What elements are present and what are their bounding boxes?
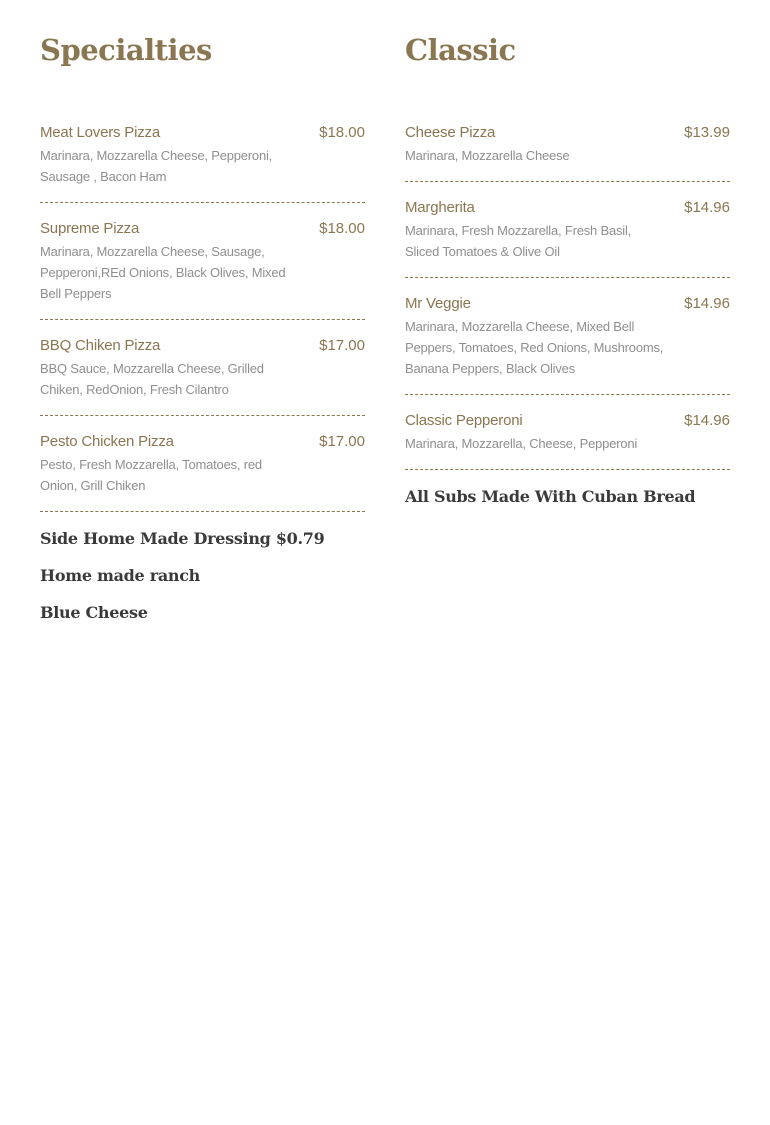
menu-item: [40, 218, 365, 320]
note-dressing-price: Side Home Made Dressing $0.79: [40, 529, 325, 548]
note-ranch: Home made ranch: [40, 566, 201, 585]
specialties-list: [40, 122, 365, 512]
item-price: $13.99: [684, 124, 730, 141]
item-description: Marinara, Mozzarella Cheese, Mixed Bell Peppers, Tomatoes, Red Onions, Mushrooms, Banana Peppers, Black Olives: [405, 319, 664, 376]
item-description: BBQ Sauce, Mozzarella Cheese, Grilled Chiken, RedOnion, Fresh Cilantro: [40, 361, 264, 397]
subs-notes: [405, 485, 730, 509]
classic-column: [405, 30, 730, 522]
item-description: Pesto, Fresh Mozzarella, Tomatoes, red Onion, Grill Chiken: [40, 457, 262, 493]
item-name: Mr Veggie: [405, 295, 471, 312]
item-name: Supreme Pizza: [40, 220, 140, 237]
menu-item: [40, 122, 365, 203]
note-cuban-bread: All Subs Made With Cuban Bread: [405, 487, 696, 506]
item-price: $18.00: [319, 220, 365, 237]
menu-item: [40, 431, 365, 512]
item-price: $14.96: [684, 412, 730, 429]
item-description: Marinara, Mozzarella Cheese: [405, 148, 570, 163]
menu-item: [405, 410, 730, 470]
menu-item: [405, 293, 730, 395]
note-blue-cheese: Blue Cheese: [40, 603, 148, 622]
item-name: Pesto Chicken Pizza: [40, 433, 174, 450]
item-name: Cheese Pizza: [405, 124, 496, 141]
menu-item: [40, 335, 365, 416]
menu-item: [405, 197, 730, 278]
item-name: Meat Lovers Pizza: [40, 124, 160, 141]
item-price: $17.00: [319, 433, 365, 450]
item-description: Marinara, Mozzarella Cheese, Sausage, Pepperoni,REd Onions, Black Olives, Mixed Bell Peppers: [40, 244, 286, 301]
menu-item: [405, 122, 730, 182]
section-title-classic: Classic: [405, 33, 516, 67]
item-description: Marinara, Mozzarella, Cheese, Pepperoni: [405, 436, 638, 451]
item-name: Classic Pepperoni: [405, 412, 523, 429]
item-description: Marinara, Fresh Mozzarella, Fresh Basil, Sliced Tomatoes & Olive Oil: [405, 223, 632, 259]
specialties-column: [40, 30, 365, 638]
item-name: BBQ Chiken Pizza: [40, 337, 161, 354]
item-price: $14.96: [684, 295, 730, 312]
classic-list: [405, 122, 730, 470]
item-name: Margherita: [405, 199, 475, 216]
dressing-notes: [40, 527, 365, 625]
item-description: Marinara, Mozzarella Cheese, Pepperoni, Sausage , Bacon Ham: [40, 148, 273, 184]
item-price: $18.00: [319, 124, 365, 141]
item-price: $14.96: [684, 199, 730, 216]
section-title-specialties: Specialties: [40, 33, 212, 67]
item-price: $17.00: [319, 337, 365, 354]
